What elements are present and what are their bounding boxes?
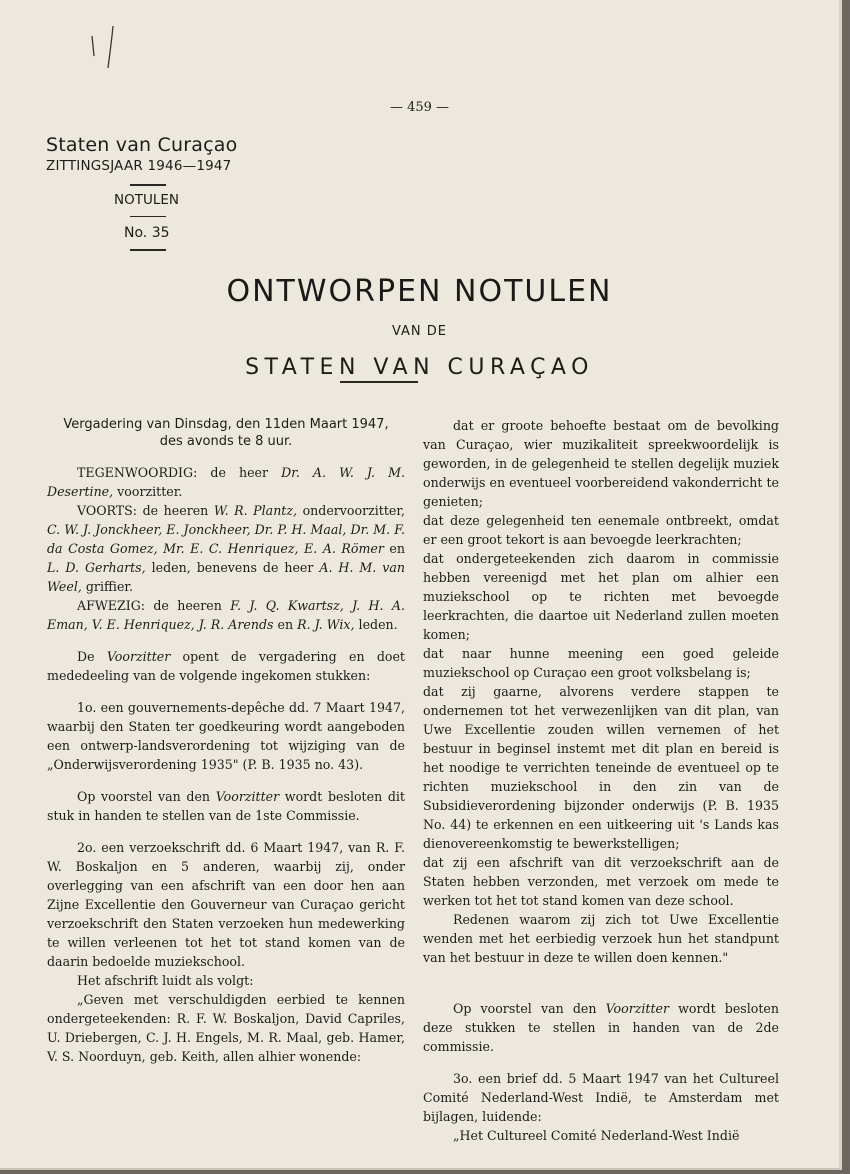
present-role: voorzitter. bbox=[117, 484, 183, 499]
divider bbox=[340, 381, 418, 383]
item2-decision bbox=[423, 999, 779, 1056]
voorts-role: ondervoorzitter, bbox=[302, 503, 405, 518]
petition-paragraph-1: dat er groote behoefte bestaat om de bevolking van Curaçao, wier muzikaliteit spreekwoordelijk is geworden, in de gelegenheid te stellen degelijk muziek onderwijs en eventueel voorbereidend vakonderricht te genieten; bbox=[423, 418, 779, 509]
griffier-role: griffier. bbox=[85, 579, 134, 594]
present-label: TEGENWOORDIG: de heer bbox=[77, 465, 269, 480]
opening-paragraph bbox=[47, 647, 405, 685]
masthead bbox=[46, 134, 246, 251]
main-title: ONTWORPEN NOTULEN bbox=[226, 274, 613, 309]
opening-b: opent de vergadering en doet mededeeling van de volgende ingekomen stukken: bbox=[47, 649, 405, 683]
petition-paragraph-5: dat zij gaarne, alvorens verdere stappen te ondernemen tot het verwezenlijken van dit plan, van Uwe Excellentie zouden willen vernemen of het bestuur in beginsel instemt met dit plan en bereid is het noodige te verrichten teneinde de eventueel op te richten muziekschool in den zin van de Subsidieverordening bijzonder onderwijs (P. B. 1935 No. 44) te erkennen en een uitkeering uit 's Lands kas dienovereenkomstig te bewerkstelligen; bbox=[423, 684, 779, 851]
voorts-names: W. R. Plantz, bbox=[213, 503, 298, 518]
item2-decision-b: wordt besloten deze stukken te stellen in handen van de 2de commissie. bbox=[423, 1001, 779, 1054]
right-column bbox=[423, 416, 779, 1145]
item1-decision-b: wordt besloten dit stuk in handen te stellen van de 1ste Commissie. bbox=[47, 789, 405, 823]
quote-start-paragraph: „Geven met verschuldigden eerbied te kennen ondergeteekenden: R. F. W. Boskaljon, David Capriles, U. Driebergen, C. J. H. Engels, M. R. Maal, geb. Hamer, V. S. Noorduyn, geb. Keith, allen alhier wonende: bbox=[47, 992, 405, 1064]
voorts-paragraph bbox=[47, 501, 405, 596]
meeting-line2: des avonds te 8 uur. bbox=[159, 434, 293, 449]
absent-names: F. J. Q. Kwartsz, J. H. A. Eman, V. E. Henriquez, J. R. Arends bbox=[47, 598, 405, 632]
pencil-marks bbox=[86, 22, 126, 72]
petition-paragraph-4: dat naar hunne meening een goed geleide muziekschool op Curaçao een groot volksbelang is; bbox=[423, 646, 779, 680]
meeting-line1: Vergadering van Dinsdag, den 11den Maart 1947, bbox=[63, 417, 389, 432]
absent-en: en bbox=[277, 617, 294, 632]
voorts-last: L. D. Gerharts, bbox=[47, 560, 146, 575]
absent-label: AFWEZIG: de heeren bbox=[77, 598, 222, 613]
item3-paragraph: 3o. een brief dd. 5 Maart 1947 van het Cultureel Comité Nederland-West Indië, te Amsterdam met bijlagen, luidende: bbox=[423, 1071, 779, 1124]
present-name: Dr. A. W. J. M. Desertine, bbox=[47, 465, 405, 499]
masthead-title: Staten van Curaçao bbox=[46, 134, 238, 156]
item1-decision-voorzitter: Voorzitter bbox=[215, 789, 280, 804]
petition-paragraph-3: dat ondergeteekenden zich daarom in commissie hebben vereenigd met het plan om alhier een muziekschool op te richten met bevoegde leerkrachten, die daartoe uit Nederland zullen moeten komen; bbox=[423, 551, 779, 642]
divider bbox=[130, 216, 166, 218]
item2-paragraph: 2o. een verzoekschrift dd. 6 Maart 1947, van R. F. W. Boskaljon en 5 anderen, waarbij zij, onder overlegging van een afschrift van een door hen aan Zijne Excellentie den Gouverneur van Curaçao gericht verzoekschrift den Staten verzoeken hun medewerking te willen verleenen tot het tot stand komen van de daarin bedoelde muziekschool. bbox=[47, 840, 405, 969]
opening-voorzitter: Voorzitter bbox=[106, 649, 171, 664]
griffier-name: A. H. M. van Weel, bbox=[47, 560, 405, 594]
masthead-session: ZITTINGSJAAR 1946—1947 bbox=[46, 158, 232, 174]
petition-paragraph-7: Redenen waarom zij zich tot Uwe Excellentie wenden met het eerbiedig verzoek hun het standpunt van het bestuur in deze te willen doen kennen." bbox=[423, 912, 779, 965]
item1-paragraph: 1o. een gouvernements-depêche dd. 7 Maart 1947, waarbij den Staten ter goedkeuring wordt aangeboden een ontwerp-landsverordening tot wijziging van de „Onderwijsverordening 1935" (P. B. 1935 no. 43). bbox=[47, 700, 405, 772]
sub-title: VAN DE bbox=[391, 324, 448, 339]
copy-paragraph: Het afschrift luidt als volgt: bbox=[77, 973, 254, 988]
masthead-notulen: NOTULEN bbox=[114, 191, 180, 208]
item3-quote-start: „Het Cultureel Comité Nederland-West Indië bbox=[453, 1128, 740, 1143]
absent-paragraph bbox=[47, 596, 405, 634]
divider bbox=[130, 249, 166, 251]
page-number: — 459 — bbox=[389, 100, 450, 115]
voorts-en: en bbox=[389, 541, 405, 556]
petition-paragraph-6: dat zij een afschrift van dit verzoekschrift aan de Staten hebben verzonden, met verzoek om mede te werken tot het tot stand komen van deze school. bbox=[423, 855, 779, 908]
absent-last: R. J. Wix, bbox=[297, 617, 355, 632]
item2-decision-a: Op voorstel van den bbox=[453, 1001, 597, 1016]
item2-decision-voorzitter: Voorzitter bbox=[605, 1001, 669, 1016]
present-paragraph bbox=[47, 463, 405, 501]
staten-title: STATEN VAN CURAÇAO bbox=[245, 355, 594, 380]
meeting-heading bbox=[47, 416, 405, 450]
voorts-label: VOORTS: de heeren bbox=[77, 503, 209, 518]
voorts-members: C. W. J. Jonckheer, E. Jonckheer, Dr. P. H. Maal, Dr. M. F. da Costa Gomez, Mr. E. C. Henriquez, E. A. Römer bbox=[47, 522, 405, 556]
item1-decision-a: Op voorstel van den bbox=[77, 789, 211, 804]
petition-paragraph-2: dat deze gelegenheid ten eenemale ontbreekt, omdat er een groot tekort is aan bevoegde leerkrachten; bbox=[423, 513, 779, 547]
left-column bbox=[47, 416, 405, 1066]
masthead-number: No. 35 bbox=[124, 225, 170, 241]
item1-decision bbox=[47, 787, 405, 825]
voorts-tail: leden, benevens de heer bbox=[151, 560, 314, 575]
divider bbox=[130, 184, 166, 186]
opening-a: De bbox=[77, 649, 95, 664]
absent-tail: leden. bbox=[358, 617, 398, 632]
